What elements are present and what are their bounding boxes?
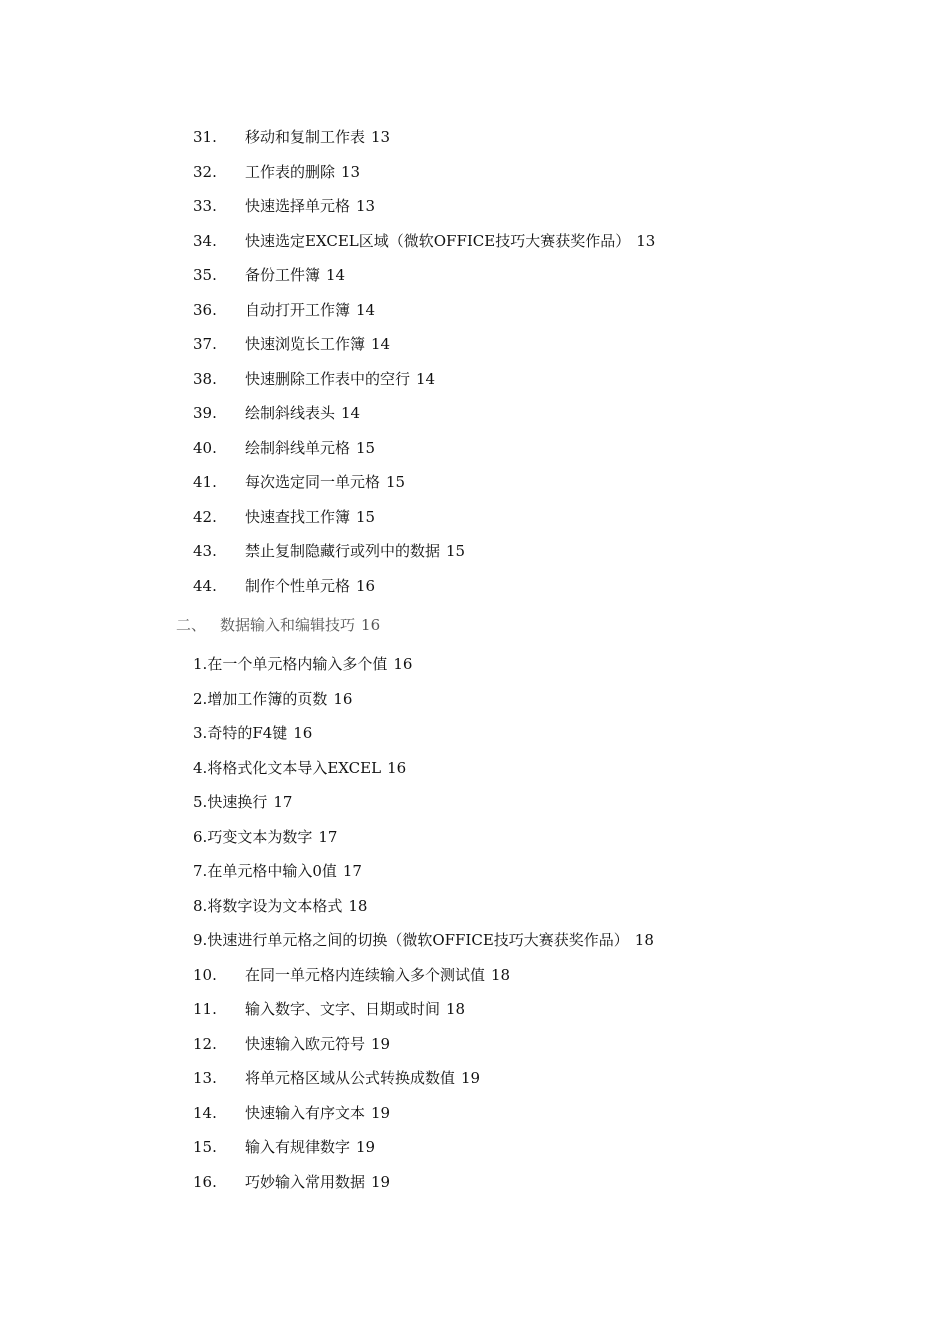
- entry-title: 将单元格区域从公式转换成数值: [245, 1069, 456, 1087]
- entry-page-number: 18: [634, 931, 654, 949]
- toc-entry[interactable]: [0, 155, 950, 190]
- toc-entry[interactable]: [0, 820, 950, 855]
- entry-text: [245, 569, 375, 604]
- entry-page-number: 13: [356, 197, 376, 215]
- entry-text: [245, 431, 375, 466]
- section-number: 二、: [176, 616, 207, 634]
- entry-page-number: 14: [326, 266, 346, 284]
- toc-entry[interactable]: [0, 534, 950, 569]
- entry-title: 绘制斜线表头: [245, 404, 336, 422]
- entry-number: 33.: [193, 197, 217, 215]
- entry-text: [193, 923, 654, 958]
- entry-text: [245, 534, 465, 569]
- entry-number: 34.: [193, 231, 217, 250]
- toc-entry[interactable]: [0, 1061, 950, 1096]
- entry-text: [193, 647, 412, 682]
- toc-entry[interactable]: [0, 327, 950, 362]
- toc-entry[interactable]: [0, 923, 950, 958]
- entry-number: 40.: [193, 438, 217, 457]
- toc-entry[interactable]: [0, 258, 950, 293]
- entry-number: 4.: [193, 758, 208, 777]
- entry-text: [193, 682, 352, 717]
- entry-page-number: 18: [446, 1000, 466, 1018]
- toc-entry[interactable]: [0, 1027, 950, 1062]
- entry-title: 巧变文本为数字: [207, 827, 313, 846]
- entry-title: 在单元格中输入0值: [207, 862, 337, 880]
- entry-text: [193, 889, 367, 924]
- entry-text: [193, 820, 337, 855]
- entry-number: 6.: [193, 827, 208, 846]
- entry-number: 2.: [193, 689, 208, 708]
- entry-title: 快速查找工作簿: [245, 507, 351, 526]
- toc-entry[interactable]: [0, 889, 950, 924]
- entry-text: [245, 465, 405, 500]
- entry-title: 制作个性单元格: [245, 576, 351, 595]
- entry-text: [245, 1096, 390, 1131]
- entry-page-number: 17: [342, 862, 362, 880]
- entry-page-number: 14: [416, 369, 436, 388]
- entry-text: [245, 1130, 375, 1165]
- entry-number: 10.: [193, 965, 217, 984]
- entry-number: 5.: [193, 793, 208, 811]
- entry-text: [245, 327, 390, 362]
- toc-entry[interactable]: [0, 1130, 950, 1165]
- entry-number: 13.: [193, 1069, 217, 1087]
- toc-entry[interactable]: [0, 465, 950, 500]
- entry-text: [193, 716, 312, 751]
- toc-entry[interactable]: [0, 854, 950, 889]
- entry-page-number: 14: [371, 335, 391, 353]
- entry-number: 7.: [193, 862, 208, 880]
- entry-title: 每次选定同一单元格: [245, 473, 381, 491]
- entry-title: 增加工作簿的页数: [207, 689, 328, 708]
- entry-page-number: 17: [318, 827, 338, 846]
- entry-number: 14.: [193, 1103, 217, 1122]
- toc-entry[interactable]: [0, 716, 950, 751]
- section-heading-text: [176, 603, 380, 647]
- entry-number: 3.: [193, 724, 208, 742]
- entry-title: 绘制斜线单元格: [245, 438, 351, 457]
- toc-entry[interactable]: [0, 785, 950, 820]
- table-of-contents: [0, 120, 950, 1199]
- entry-title: 移动和复制工作表: [245, 128, 366, 146]
- entry-number: 36.: [193, 300, 217, 319]
- entry-page-number: 14: [356, 300, 376, 319]
- entry-page-number: 18: [491, 965, 511, 984]
- entry-title: 快速输入有序文本: [245, 1103, 366, 1122]
- toc-entry[interactable]: [0, 224, 950, 259]
- entry-page-number: 19: [461, 1069, 481, 1087]
- entry-text: [193, 751, 406, 786]
- entry-title: 在一个单元格内输入多个值: [207, 655, 388, 673]
- entry-number: 8.: [193, 896, 208, 915]
- entry-text: [245, 155, 360, 190]
- entry-text: [245, 1027, 390, 1062]
- section-heading[interactable]: [0, 603, 950, 647]
- toc-entry[interactable]: [0, 647, 950, 682]
- entry-title: 输入数字、文字、日期或时间: [245, 1000, 441, 1018]
- entry-page-number: 13: [636, 231, 656, 250]
- entry-text: [245, 396, 360, 431]
- entry-page-number: 15: [446, 542, 466, 560]
- toc-entry[interactable]: [0, 1096, 950, 1131]
- entry-title: 将格式化文本导入EXCEL: [207, 758, 382, 777]
- entry-number: 35.: [193, 266, 217, 284]
- entry-page-number: 16: [387, 758, 407, 777]
- toc-entry[interactable]: [0, 293, 950, 328]
- entry-page-number: 16: [333, 689, 353, 708]
- entry-title: 快速换行: [207, 793, 268, 811]
- entry-text: [245, 500, 375, 535]
- entry-number: 9.: [193, 931, 208, 949]
- entry-text: [245, 362, 435, 397]
- toc-entry[interactable]: [0, 396, 950, 431]
- toc-entry[interactable]: [0, 362, 950, 397]
- entry-page-number: 14: [341, 404, 361, 422]
- entry-page-number: 13: [341, 162, 361, 181]
- entry-page-number: 16: [393, 655, 413, 673]
- entry-number: 1.: [193, 655, 208, 673]
- entry-text: [193, 785, 292, 820]
- entry-number: 42.: [193, 507, 217, 526]
- entry-number: 31.: [193, 128, 217, 146]
- entry-title: 将数字设为文本格式: [207, 896, 343, 915]
- entry-number: 37.: [193, 335, 217, 353]
- entry-number: 16.: [193, 1172, 217, 1191]
- entry-number: 38.: [193, 369, 217, 388]
- toc-entry[interactable]: [0, 120, 950, 155]
- entry-number: 32.: [193, 162, 217, 181]
- entry-title: 备份工件簿: [245, 266, 321, 284]
- entry-number: 39.: [193, 404, 217, 422]
- entry-title: 快速输入欧元符号: [245, 1034, 366, 1053]
- section-page-number: 16: [361, 616, 381, 634]
- entry-page-number: 19: [371, 1034, 391, 1053]
- entry-page-number: 19: [371, 1103, 391, 1122]
- entry-page-number: 16: [356, 576, 376, 595]
- entry-title: 输入有规律数字: [245, 1138, 351, 1156]
- toc-entry[interactable]: [0, 569, 950, 604]
- entry-page-number: 18: [348, 896, 368, 915]
- entry-text: [245, 1165, 390, 1200]
- toc-entry[interactable]: [0, 682, 950, 717]
- entry-text: [245, 958, 510, 993]
- entry-page-number: 19: [356, 1138, 376, 1156]
- entry-text: [245, 293, 375, 328]
- toc-entry[interactable]: [0, 751, 950, 786]
- toc-entry[interactable]: [0, 1165, 950, 1200]
- entry-number: 12.: [193, 1034, 217, 1053]
- section-title: 数据输入和编辑技巧: [220, 616, 356, 634]
- entry-page-number: 15: [356, 438, 376, 457]
- entry-title: 快速选定EXCEL区域（微软OFFICE技巧大赛获奖作品）: [245, 231, 631, 250]
- entry-text: [245, 992, 465, 1027]
- entry-title: 快速进行单元格之间的切换（微软OFFICE技巧大赛获奖作品）: [207, 931, 629, 949]
- entry-page-number: 19: [371, 1172, 391, 1191]
- entry-title: 快速浏览长工作簿: [245, 335, 366, 353]
- entry-text: [245, 224, 655, 259]
- entry-page-number: 15: [356, 507, 376, 526]
- entry-text: [245, 258, 345, 293]
- toc-entry[interactable]: [0, 958, 950, 993]
- toc-entry[interactable]: [0, 500, 950, 535]
- entry-number: 11.: [193, 1000, 217, 1018]
- toc-entry[interactable]: [0, 431, 950, 466]
- entry-number: 15.: [193, 1138, 217, 1156]
- entry-title: 奇特的F4键: [207, 724, 288, 742]
- entry-text: [245, 120, 390, 155]
- entry-page-number: 13: [371, 128, 391, 146]
- toc-entry[interactable]: [0, 189, 950, 224]
- entry-text: [245, 1061, 480, 1096]
- entry-page-number: 15: [386, 473, 406, 491]
- entry-page-number: 17: [273, 793, 293, 811]
- entry-page-number: 16: [293, 724, 313, 742]
- entry-text: [245, 189, 375, 224]
- entry-title: 在同一单元格内连续输入多个测试值: [245, 965, 486, 984]
- toc-entry[interactable]: [0, 992, 950, 1027]
- entry-number: 43.: [193, 542, 217, 560]
- entry-text: [193, 854, 362, 889]
- entry-title: 禁止复制隐藏行或列中的数据: [245, 542, 441, 560]
- entry-title: 快速删除工作表中的空行: [245, 369, 411, 388]
- entry-title: 自动打开工作簿: [245, 300, 351, 319]
- entry-number: 44.: [193, 576, 217, 595]
- entry-number: 41.: [193, 473, 217, 491]
- entry-title: 工作表的删除: [245, 162, 336, 181]
- entry-title: 巧妙输入常用数据: [245, 1172, 366, 1191]
- entry-title: 快速选择单元格: [245, 197, 351, 215]
